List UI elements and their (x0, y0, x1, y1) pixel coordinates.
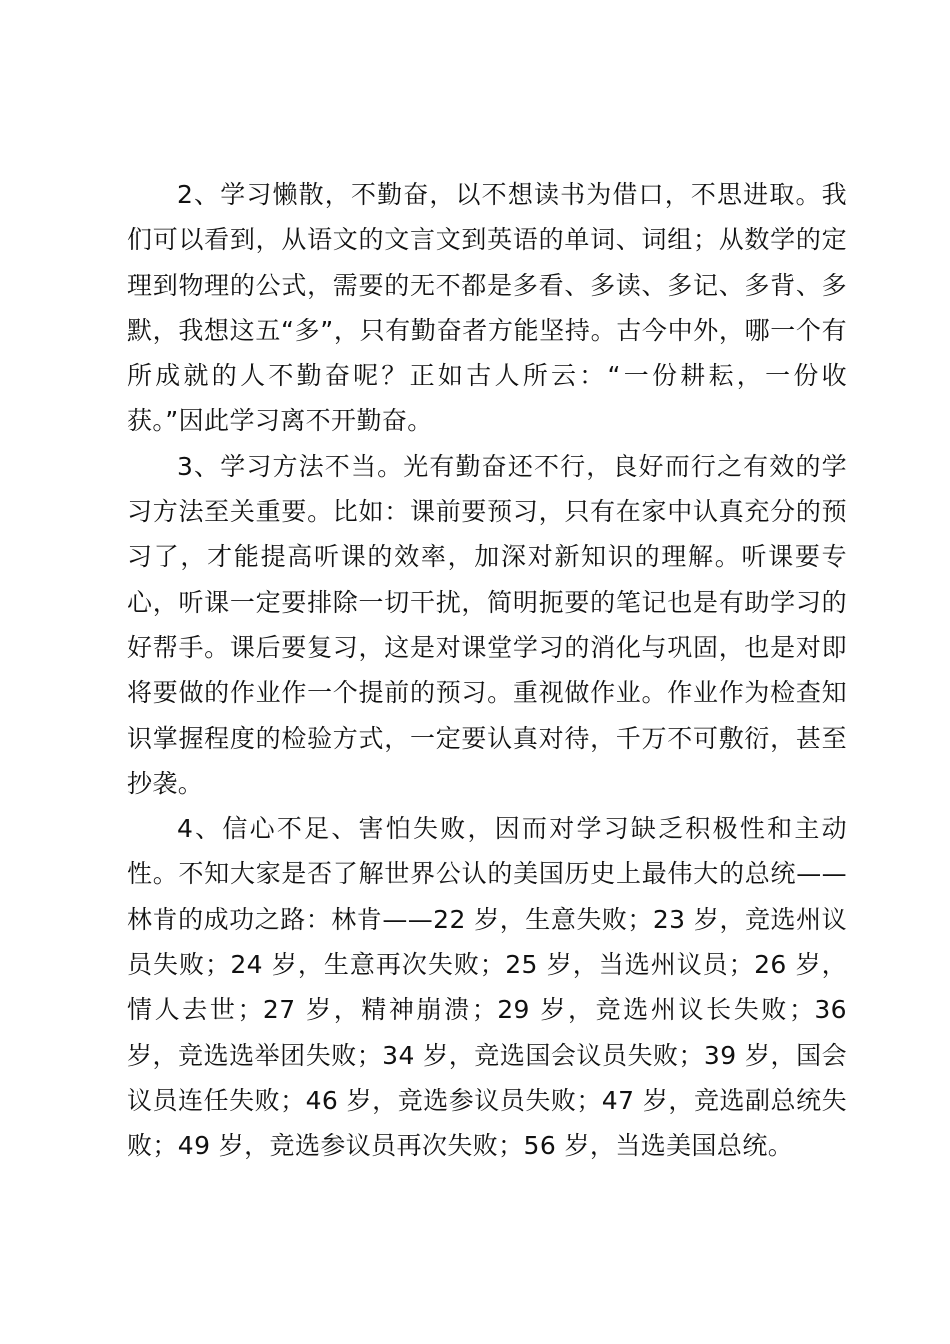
paragraph-point-3: 3、学习方法不当。光有勤奋还不行，良好而行之有效的学习方法至关重要。比如：课前要预习，只有在家中认真充分的预习了，才能提高听课的效率，加深对新知识的理解。听课要专心，听课一定要排除一切干扰，简明扼要的笔记也是有助学习的好帮手。课后要复习，这是对课堂学习的消化与巩固，也是对即将要做的作业作一个提前的预习。重视做作业。作业作为检查知识掌握程度的检验方式，一定要认真对待，千万不可敷衍，甚至抄袭。 (127, 451, 847, 798)
document-body (127, 172, 847, 1169)
paragraph-point-4: 4、信心不足、害怕失败，因而对学习缺乏积极性和主动性。不知大家是否了解世界公认的美国历史上最伟大的总统——林肯的成功之路：林肯——22 岁，生意失败；23 岁，竞选州议员失败；24 岁，生意再次失败；25 岁，当选州议员；26 岁，情人去世；27 岁，精神崩溃；29 岁，竞选州议长失败；36 岁，竞选选举团失败；34 岁，竞选国会议员失败；39 岁，国会议员连任失败；46 岁，竞选参议员失败；47 岁，竞选副总统失败；49 岁，竞选参议员再次失败；56 岁，当选美国总统。 (127, 814, 847, 1161)
paragraph-point-2: 2、学习懒散，不勤奋，以不想读书为借口，不思进取。我们可以看到，从语文的文言文到英语的单词、词组；从数学的定理到物理的公式，需要的无不都是多看、多读、多记、多背、多默，我想这五“多”，只有勤奋者方能坚持。古今中外，哪一个有所成就的人不勤奋呢？正如古人所云：“一份耕耘，一份收获。”因此学习离不开勤奋。 (127, 180, 847, 436)
